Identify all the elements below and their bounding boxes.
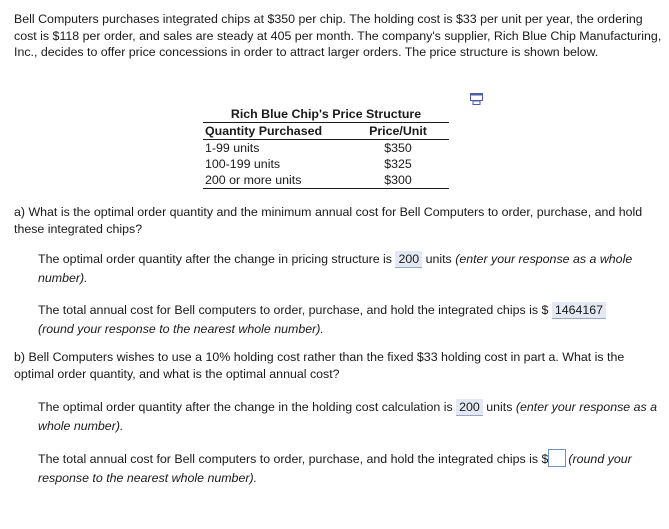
part-a-quantity-answer bbox=[38, 250, 666, 287]
part-b-cost-answer bbox=[38, 449, 666, 487]
part-a-quantity-field[interactable]: 200 bbox=[395, 251, 422, 268]
table-title: Rich Blue Chip's Price Structure bbox=[230, 107, 422, 121]
answer-hint: (enter your response as a whole number). bbox=[38, 252, 633, 285]
part-a-cost-field[interactable]: 1464167 bbox=[552, 302, 606, 319]
quantity-cell: 1-99 units bbox=[205, 141, 260, 155]
copy-table-icon[interactable] bbox=[470, 93, 483, 105]
answer-unit: units bbox=[422, 252, 456, 266]
part-b-quantity-field[interactable]: 200 bbox=[456, 399, 483, 416]
part-b-quantity-answer bbox=[38, 398, 666, 435]
answer-prompt: The total annual cost for Bell computers to order, purchase, and hold the integrated chips is $ bbox=[38, 452, 549, 466]
part-a-cost-answer bbox=[38, 301, 666, 338]
problem-intro: Bell Computers purchases integrated chips at $350 per chip. The holding cost is $33 per unit per year, the ordering cost is $118 per order, and sales are steady at 405 per month. The company's supplier, Rich Blue Chip Manufacturing, Inc., decides to offer price concessions in order to attract larger orders. The price structure is shown below. bbox=[14, 12, 662, 60]
part-a-question: a) What is the optimal order quantity and the minimum annual cost for Bell Computers to order, purchase, and hold these integrated chips? bbox=[14, 205, 643, 236]
part-b-question: b) Bell Computers wishes to use a 10% holding cost rather than the fixed $33 holding cost in part a. What is the optimal order quantity, and what is the optimal annual cost? bbox=[14, 350, 625, 381]
answer-hint: (round your response to the nearest whole number). bbox=[38, 452, 632, 485]
table-row bbox=[203, 172, 449, 189]
table-row bbox=[203, 156, 449, 172]
answer-prompt: The optimal order quantity after the change in the holding cost calculation is bbox=[38, 400, 457, 414]
table-row bbox=[203, 140, 449, 157]
answer-hint: (round your response to the nearest whole number). bbox=[38, 321, 324, 336]
answer-unit: units bbox=[482, 400, 516, 414]
answer-prompt: The total annual cost for Bell computers to order, purchase, and hold the integrated chips is $ bbox=[38, 303, 552, 317]
answer-hint: (enter your response as a whole number). bbox=[38, 400, 658, 433]
price-structure-table bbox=[203, 106, 449, 189]
answer-prompt: The optimal order quantity after the change in pricing structure is bbox=[38, 252, 396, 266]
column-header-price: Price/Unit bbox=[347, 123, 449, 140]
price-cell: $300 bbox=[347, 172, 449, 189]
column-header-quantity: Quantity Purchased bbox=[203, 123, 347, 140]
price-cell: $325 bbox=[384, 157, 412, 171]
price-cell: $350 bbox=[384, 141, 412, 155]
quantity-cell: 100-199 units bbox=[205, 157, 281, 171]
part-b-cost-input[interactable] bbox=[548, 449, 566, 467]
quantity-cell: 200 or more units bbox=[203, 172, 347, 189]
